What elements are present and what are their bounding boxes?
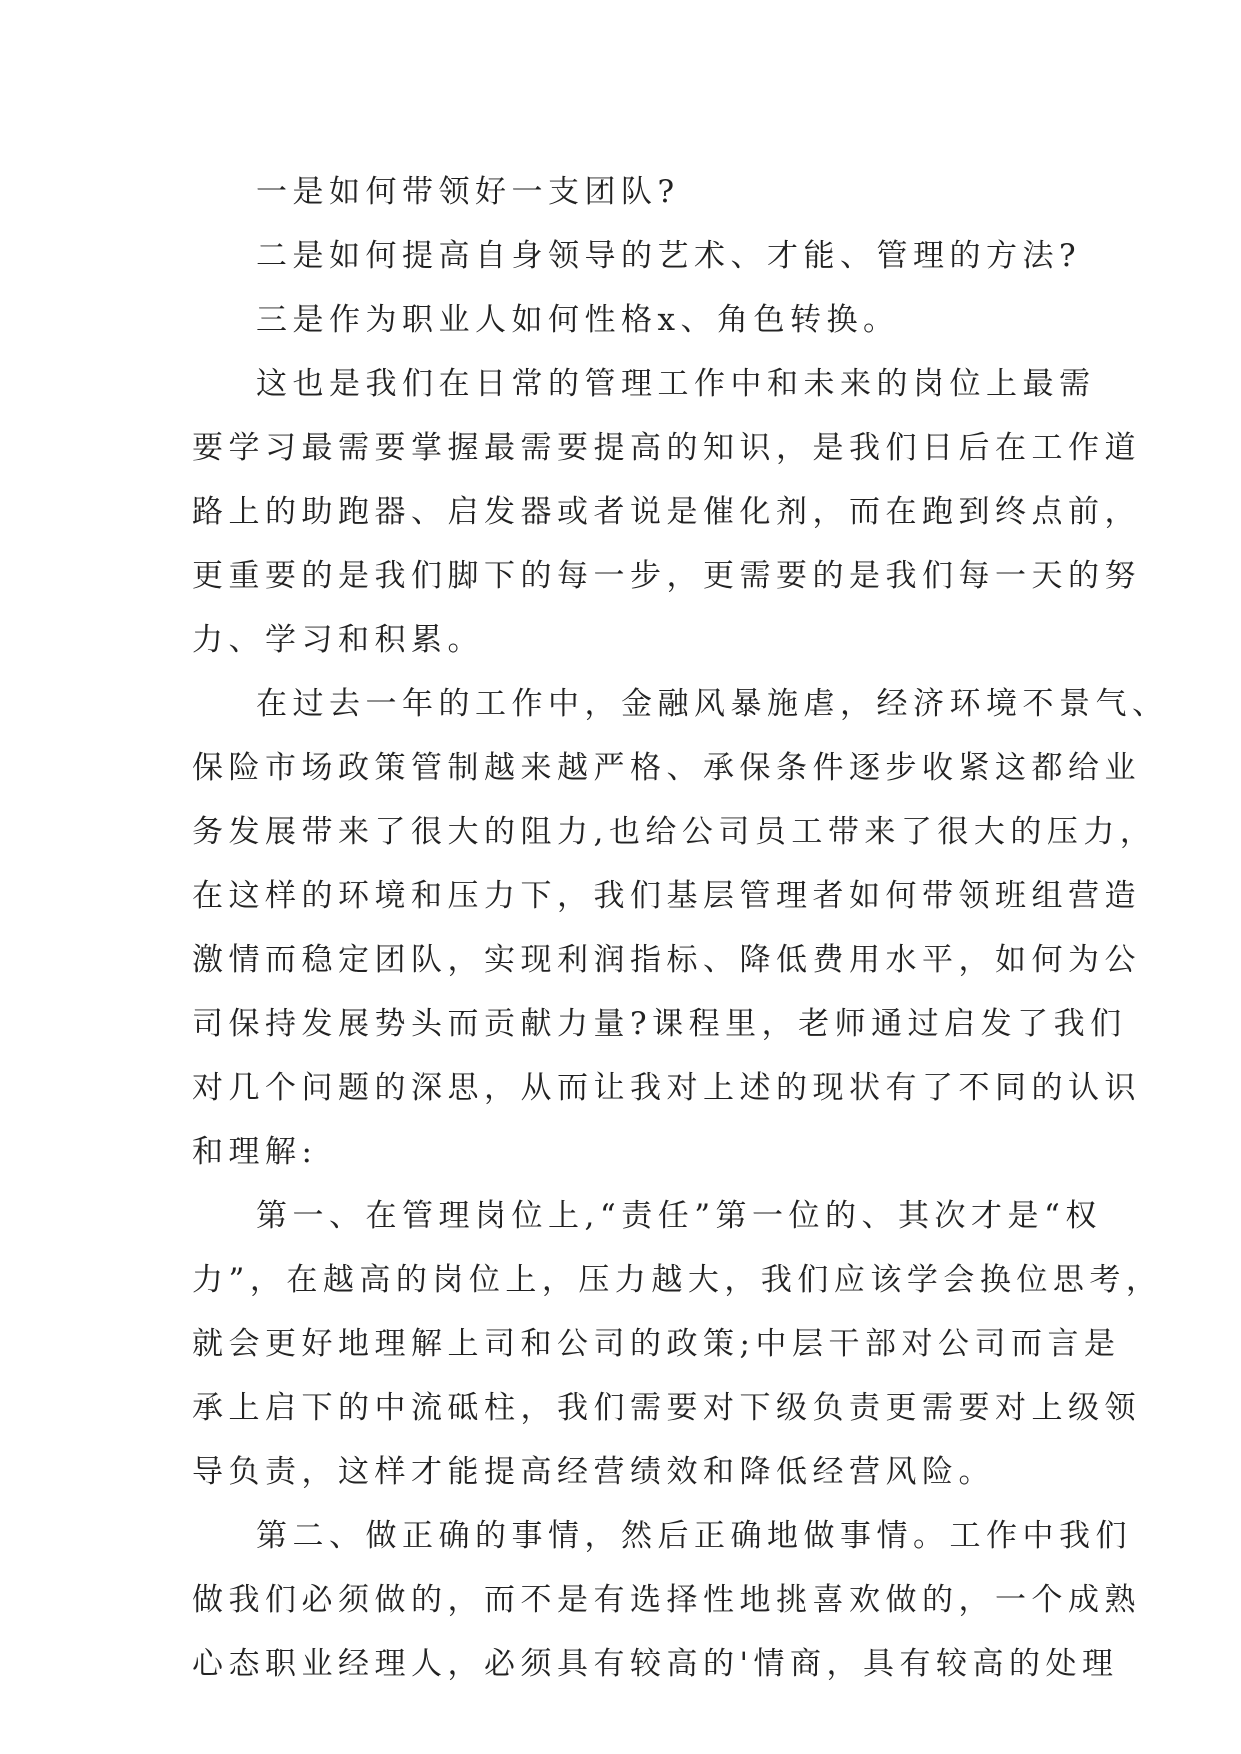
text-line: 导负责，这样才能提高经营绩效和降低经营风险。 <box>192 1454 995 1490</box>
text-line: 第二、做正确的事情，然后正确地做事情。工作中我们 <box>256 1518 1132 1554</box>
text-line: 司保持发展势头而贡献力量?课程里，老师通过启发了我们 <box>192 1006 1127 1042</box>
text-line: 承上启下的中流砥柱，我们需要对下级负责更需要对上级领 <box>192 1390 1141 1426</box>
text-line: 在过去一年的工作中，金融风暴施虐，经济环境不景气、 <box>256 686 1169 722</box>
text-line: 力、学习和积累。 <box>192 622 484 658</box>
text-line: 要学习最需要掌握最需要提高的知识，是我们日后在工作道 <box>192 430 1141 466</box>
text-line: 二是如何提高自身领导的艺术、才能、管理的方法? <box>256 238 1082 274</box>
text-line: 第一、在管理岗位上,“责任”第一位的、其次才是“权 <box>256 1198 1102 1234</box>
text-line: 力”，在越高的岗位上，压力越大，我们应该学会换位思考， <box>192 1262 1163 1298</box>
document-body <box>192 160 1169 1696</box>
text-line: 三是作为职业人如何性格x、角色转换。 <box>256 302 900 338</box>
text-line: 保险市场政策管制越来越严格、承保条件逐步收紧这都给业 <box>192 750 1141 786</box>
text-line: 在这样的环境和压力下，我们基层管理者如何带领班组营造 <box>192 878 1141 914</box>
text-line: 一是如何带领好一支团队? <box>256 174 680 210</box>
text-line: 务发展带来了很大的阻力,也给公司员工带来了很大的压力， <box>192 814 1157 850</box>
text-line: 对几个问题的深思，从而让我对上述的现状有了不同的认识 <box>192 1070 1141 1106</box>
text-line: 更重要的是我们脚下的每一步，更需要的是我们每一天的努 <box>192 558 1141 594</box>
text-line: 路上的助跑器、启发器或者说是催化剂，而在跑到终点前， <box>192 494 1141 530</box>
text-line: 和理解: <box>192 1134 318 1170</box>
text-line: 激情而稳定团队，实现利润指标、降低费用水平，如何为公 <box>192 942 1141 978</box>
text-line: 就会更好地理解上司和公司的政策;中层干部对公司而言是 <box>192 1326 1121 1362</box>
text-line: 这也是我们在日常的管理工作中和未来的岗位上最需 <box>256 366 1096 402</box>
text-line: 做我们必须做的，而不是有选择性地挑喜欢做的，一个成熟 <box>192 1582 1141 1618</box>
text-line: 心态职业经理人，必须具有较高的'情商，具有较高的处理 <box>192 1646 1119 1682</box>
